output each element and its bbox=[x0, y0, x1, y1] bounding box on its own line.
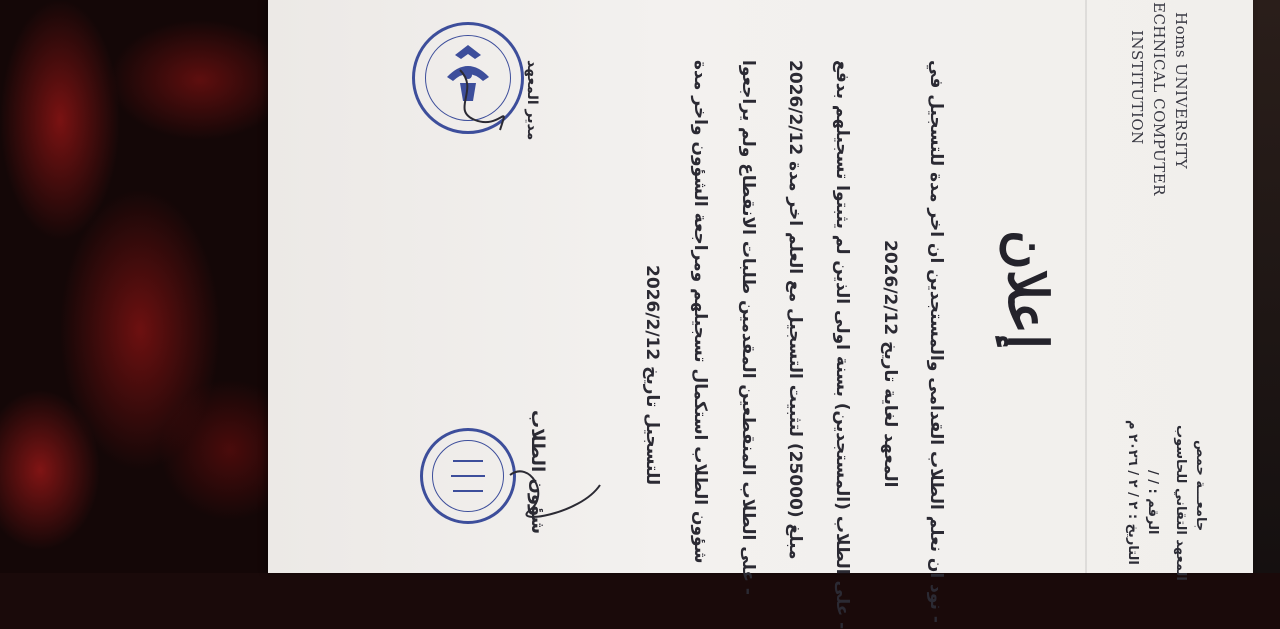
header-institute: المعهد التقاني للحاسوب bbox=[1173, 425, 1188, 581]
signature-director: مدير المعهد bbox=[524, 60, 540, 141]
paragraph-line-3: - على الطلاب (المستجدين) بسنة اولى الذين لم يثبتوا تسجيلهم بدفع bbox=[832, 60, 852, 629]
header-english-line3: INSTITUTION bbox=[1128, 30, 1146, 145]
header-date: التاريخ : ٢ / ٢ / ٢٠٢٦ م bbox=[1125, 420, 1140, 565]
header-ref-number: الرقم : / / bbox=[1145, 470, 1160, 535]
background-edge bbox=[1250, 0, 1280, 573]
document-title: إعلان bbox=[996, 230, 1060, 350]
paragraph-line-2: المعهد لغاية تاريخ 2026/2/12 bbox=[880, 240, 900, 488]
header-english-line2: ECHNICAL COMPUTER bbox=[1150, 2, 1168, 196]
background-fabric bbox=[0, 0, 285, 573]
paragraph-line-6: شؤون الطلاب استكمال تسجيلهم ومراجعة الشؤون واخر مدة bbox=[690, 60, 710, 564]
paragraph-line-7: للتسجيل تاريخ 2026/2/12 bbox=[642, 265, 662, 486]
paragraph-line-1: - نود ان نعلم الطلاب القدامى والمستجدين ان اخر مدة للتسجيل في bbox=[926, 60, 946, 623]
header-english-line1: Homs UNIVERSITY bbox=[1172, 12, 1190, 170]
handwritten-signature-icon bbox=[500, 455, 620, 535]
paragraph-line-4: مبلغ (25000) لتثبيت التسجيل مع العلم اخر مدة 2026/2/12 bbox=[785, 60, 805, 560]
signature-student-affairs: شؤون الطلاب bbox=[527, 410, 548, 535]
handwritten-signature-icon bbox=[440, 60, 560, 140]
header-university: جامعـــة حمص bbox=[1193, 440, 1208, 532]
page-fold bbox=[1085, 0, 1087, 573]
paragraph-line-5: - على الطلاب المنقطعين المقدمين طلبات الانقطاع ولم يراجعوا bbox=[738, 60, 758, 595]
